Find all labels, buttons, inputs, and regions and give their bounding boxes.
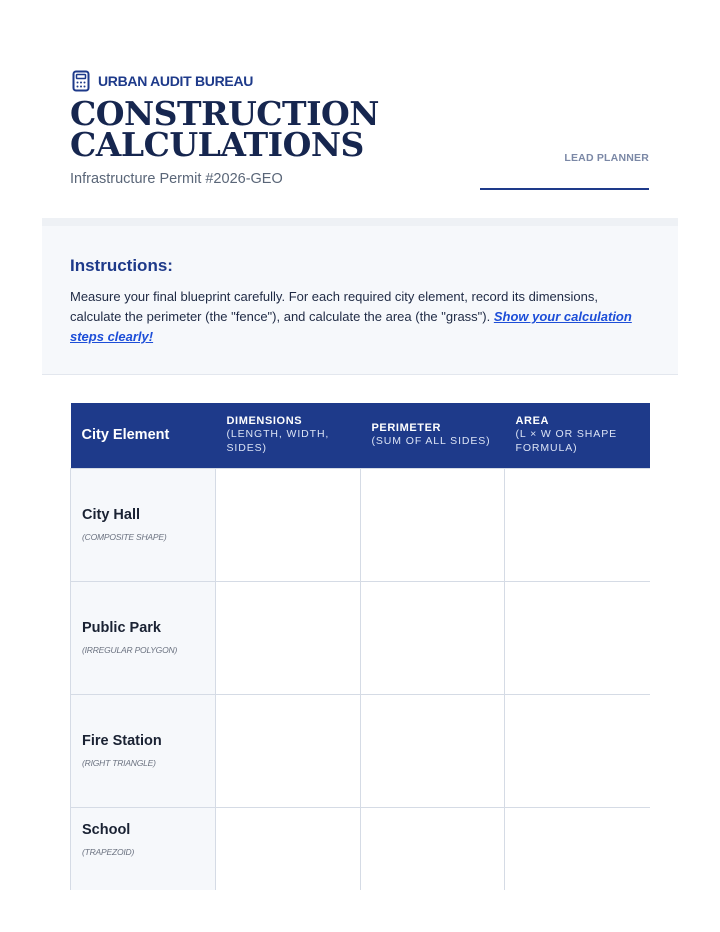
element-shape-type: (IRREGULAR POLYGON) — [82, 645, 178, 655]
lead-planner-label: LEAD PLANNER — [564, 152, 649, 164]
perimeter-input-cell[interactable] — [361, 581, 505, 694]
table-row — [71, 468, 651, 581]
calculations-table-container — [70, 403, 650, 890]
area-input-cell[interactable] — [505, 807, 651, 890]
instructions-emphasis: Show your calculation steps clearly! — [70, 309, 632, 344]
lead-planner-signature-line[interactable] — [480, 188, 649, 190]
dimensions-input-cell[interactable] — [216, 581, 361, 694]
element-name: Public Park — [82, 620, 161, 636]
element-shape-type: (RIGHT TRIANGLE) — [82, 758, 156, 768]
table-row — [71, 807, 651, 890]
perimeter-input-cell[interactable] — [361, 468, 505, 581]
instructions-title: Instructions: — [70, 256, 173, 275]
element-name: City Hall — [82, 507, 141, 523]
table-row — [71, 694, 651, 807]
permit-subtitle: Infrastructure Permit #2026-GEO — [70, 171, 283, 187]
instructions-body: Measure your final blueprint carefully. For each required city element, record its dimensions, calculate the perimeter (the "fence"), and calculate the area (the "grass"). — [70, 289, 598, 324]
perimeter-input-cell[interactable] — [361, 807, 505, 890]
element-cell — [71, 694, 216, 807]
page-title — [70, 94, 379, 164]
page-title-line-1: CONSTRUCTION — [70, 94, 379, 133]
column-header-subtitle: (L × W OR SHAPE FORMULA) — [515, 428, 618, 455]
column-header-area — [505, 403, 651, 468]
element-cell — [71, 581, 216, 694]
calculator-icon — [72, 70, 90, 92]
calculations-table — [70, 403, 650, 890]
column-header-city-element: City Element — [71, 403, 216, 468]
area-input-cell[interactable] — [505, 468, 651, 581]
page-title-line-2: CALCULATIONS — [70, 125, 364, 164]
instructions-panel — [42, 218, 678, 375]
column-header-title: DIMENSIONS — [226, 415, 303, 428]
instructions-text — [70, 287, 650, 347]
area-input-cell[interactable] — [505, 694, 651, 807]
element-shape-type: (COMPOSITE SHAPE) — [82, 532, 167, 542]
column-header-title: AREA — [515, 415, 550, 428]
dimensions-input-cell[interactable] — [216, 807, 361, 890]
dimensions-input-cell[interactable] — [216, 468, 361, 581]
column-header-title: PERIMETER — [371, 422, 442, 435]
column-header-perimeter — [361, 403, 505, 468]
element-cell — [71, 807, 216, 890]
table-header-row — [71, 403, 651, 468]
brand-name: URBAN AUDIT BUREAU — [98, 73, 254, 89]
element-cell — [71, 468, 216, 581]
perimeter-input-cell[interactable] — [361, 694, 505, 807]
element-name: School — [82, 821, 131, 838]
element-name: Fire Station — [82, 733, 162, 749]
table-row — [71, 581, 651, 694]
dimensions-input-cell[interactable] — [216, 694, 361, 807]
column-header-subtitle: (LENGTH, WIDTH, SIDES) — [226, 428, 330, 455]
area-input-cell[interactable] — [505, 581, 651, 694]
brand — [72, 70, 253, 92]
element-shape-type: (TRAPEZOID) — [82, 846, 135, 857]
column-header-dimensions — [216, 403, 361, 468]
column-header-subtitle: (SUM OF ALL SIDES) — [371, 435, 491, 448]
